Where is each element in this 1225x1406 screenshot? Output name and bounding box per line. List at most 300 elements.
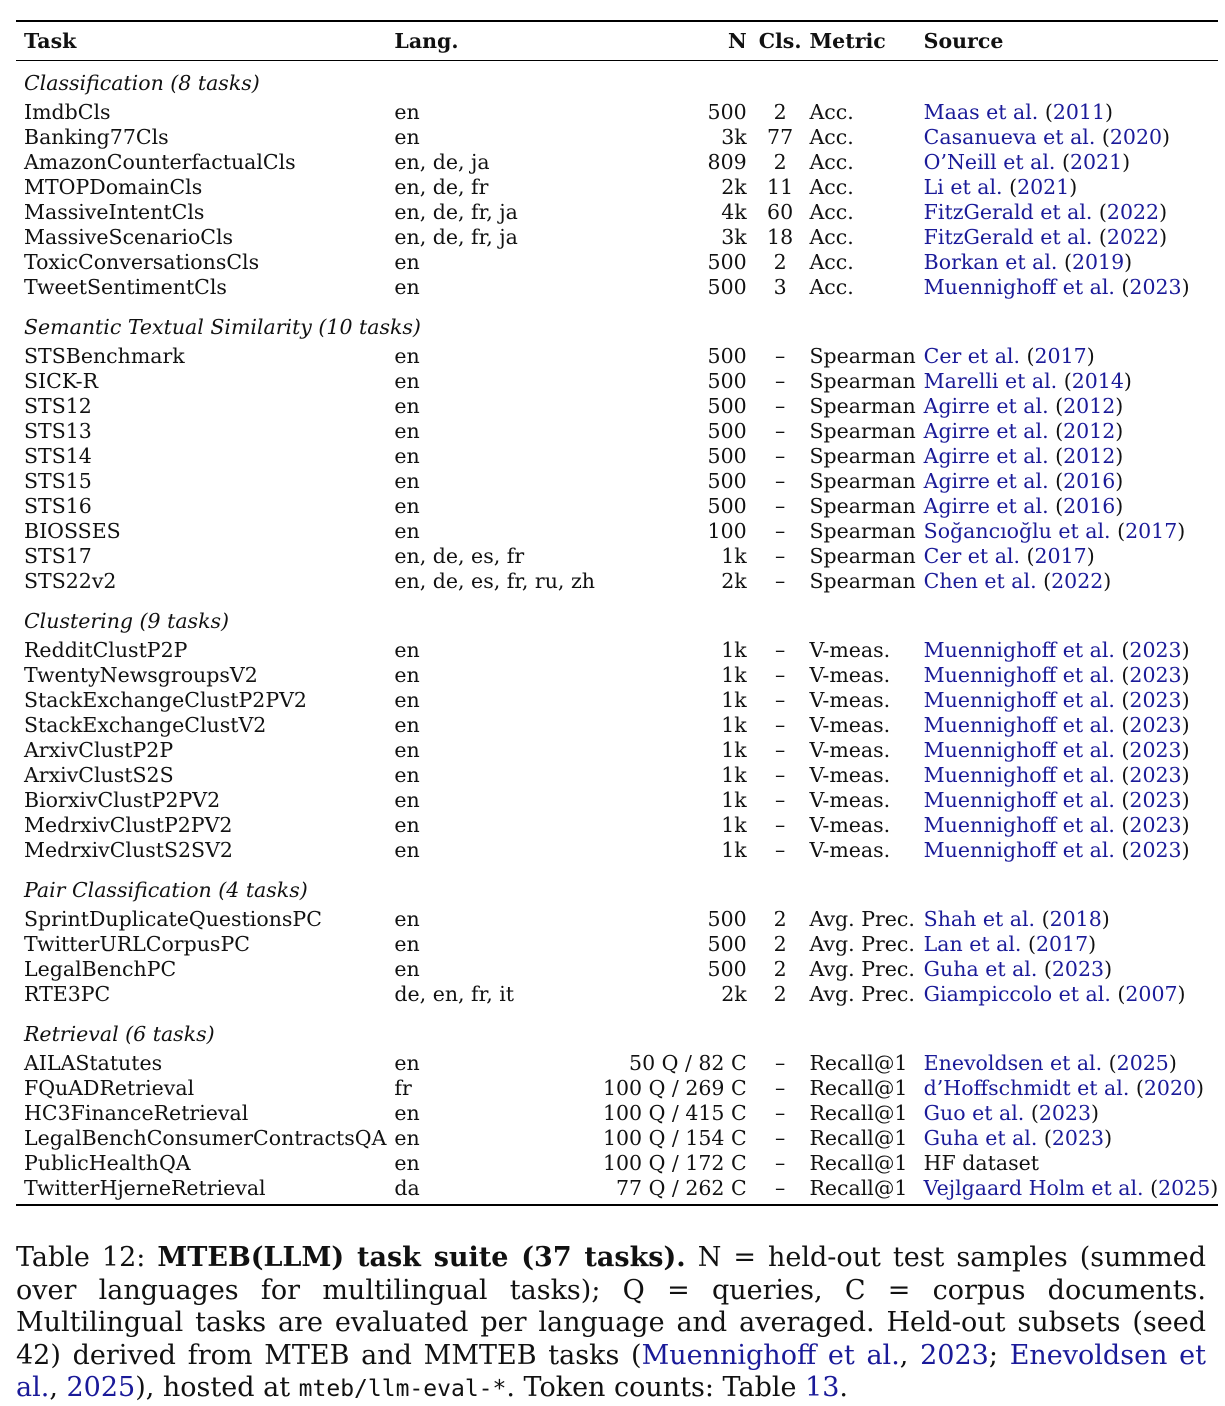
cell-n: 3k [721, 124, 747, 149]
cell-cls: – [774, 343, 786, 368]
cell-metric: Acc. [809, 249, 854, 274]
source-year[interactable]: 2023 [1129, 837, 1182, 862]
header-cls: Cls. [751, 21, 802, 61]
cell-n: 500 [707, 956, 747, 981]
table-row [16, 1125, 1218, 1150]
header-n: N [595, 21, 751, 61]
source-year[interactable]: 2023 [1129, 737, 1182, 762]
table-header-row [16, 21, 1218, 61]
source-year[interactable]: 2016 [1063, 493, 1116, 518]
source-year[interactable]: 2022 [1106, 199, 1160, 224]
cell-metric: Avg. Prec. [809, 981, 915, 1006]
cell-task: MedrxivClustP2PV2 [24, 812, 233, 837]
cell-cls: – [774, 1125, 786, 1150]
cell-n: 100 Q / 154 C [602, 1125, 747, 1150]
table-body [16, 61, 1218, 1206]
source-year[interactable]: 2023 [1051, 956, 1105, 981]
caption-table-ref[interactable]: 13 [805, 1372, 840, 1403]
cell-n: 3k [721, 224, 747, 249]
source-author[interactable]: FitzGerald et al. [923, 199, 1093, 224]
cell-task: RedditClustP2P [24, 637, 188, 662]
cell-source: Guo et al. (2023) [923, 1100, 1099, 1125]
table-row [16, 1150, 1218, 1175]
cell-task: BIOSSES [24, 518, 121, 543]
cell-cls: – [774, 468, 786, 493]
source-year[interactable]: 2025 [1116, 1050, 1169, 1075]
header-source: Source [916, 21, 1219, 61]
cell-n: 500 [707, 906, 747, 931]
cell-metric: Recall@1 [809, 1050, 908, 1075]
table-row [16, 199, 1218, 224]
cell-metric: Acc. [809, 99, 854, 124]
cell-cls: – [751, 1175, 802, 1205]
source-author[interactable]: Shah et al. [923, 906, 1036, 931]
cell-metric: Spearman [809, 443, 916, 468]
cell-n: 500 [707, 274, 747, 299]
cell-source: Marelli et al. (2014) [923, 368, 1132, 393]
source-author[interactable]: Lan et al. [923, 931, 1022, 956]
source-year[interactable]: 2017 [1125, 518, 1178, 543]
cell-cls: – [774, 687, 786, 712]
cell-task: TwitterURLCorpusPC [24, 931, 250, 956]
cell-lang: en [394, 343, 420, 368]
cell-task: TwitterHjerneRetrieval [16, 1175, 386, 1205]
cell-task: MassiveScenarioCls [24, 224, 234, 249]
task-suite-table [16, 20, 1218, 1206]
caption-sep: ; [988, 1339, 1010, 1371]
cell-source: Cer et al. (2017) [923, 343, 1095, 368]
cell-task: FQuADRetrieval [24, 1075, 195, 1100]
header-task: Task [16, 21, 386, 61]
source-year[interactable]: 2007 [1125, 981, 1178, 1006]
cell-lang: en [394, 443, 420, 468]
source-author[interactable]: Chen et al. [923, 568, 1037, 593]
source-author[interactable]: Agirre et al. [923, 468, 1049, 493]
source-year[interactable]: 2023 [1129, 812, 1182, 837]
group-title: Semantic Textual Similarity (10 tasks) [24, 315, 421, 339]
source-year[interactable]: 2014 [1071, 368, 1124, 393]
table-row [16, 712, 1218, 737]
cell-n: 4k [721, 199, 747, 224]
table-row [16, 249, 1218, 274]
source-author[interactable]: Muennighoff et al. [923, 274, 1115, 299]
caption-text-2: ), hosted at [135, 1372, 299, 1403]
cell-lang: en [394, 906, 420, 931]
cell-metric: Acc. [809, 149, 854, 174]
cell-lang: en [394, 249, 420, 274]
source-author[interactable]: Agirre et al. [923, 443, 1049, 468]
source-author[interactable]: Muennighoff et al. [923, 762, 1115, 787]
cell-metric: Spearman [809, 543, 916, 568]
cell-task: STS12 [24, 393, 92, 418]
table-row [16, 737, 1218, 762]
cell-n: 1k [721, 662, 747, 687]
cell-metric: Spearman [809, 568, 916, 593]
group-title: Pair Classification (4 tasks) [24, 878, 308, 902]
cell-metric: Spearman [809, 343, 916, 368]
table-row [16, 174, 1218, 199]
cell-n: 500 [707, 343, 747, 368]
cell-cls: – [774, 662, 786, 687]
cell-metric: V-meas. [809, 712, 891, 737]
cell-lang: en [394, 931, 420, 956]
cell-cls: – [774, 393, 786, 418]
cell-source: Agirre et al. (2012) [923, 443, 1124, 468]
source-year[interactable]: 2011 [1052, 99, 1106, 124]
caption-text-4: . [839, 1372, 849, 1403]
cell-metric: Spearman [809, 368, 916, 393]
cell-task: STS13 [24, 418, 92, 443]
group-header-row [16, 1006, 1218, 1050]
cell-metric: Spearman [809, 493, 916, 518]
cell-n: 1k [721, 762, 747, 787]
source-author[interactable]: Agirre et al. [923, 493, 1049, 518]
source-year[interactable]: 2012 [1063, 443, 1116, 468]
cell-task: SprintDuplicateQuestionsPC [24, 906, 322, 931]
caption-cite-muennighoff-year[interactable]: 2023 [920, 1339, 989, 1371]
cell-source: Soğancıoğlu et al. (2017) [923, 518, 1186, 543]
cell-source: Muennighoff et al. (2023) [923, 662, 1190, 687]
cell-cls: 2 [773, 906, 787, 931]
cell-metric: Spearman [809, 393, 916, 418]
cell-source: Muennighoff et al. (2023) [923, 787, 1190, 812]
cell-lang: de, en, fr, it [394, 981, 515, 1006]
caption-cite-muennighoff[interactable]: Muennighoff et al. [641, 1339, 900, 1371]
cell-source: Guha et al. (2023) [923, 1125, 1113, 1150]
cell-source: Giampiccolo et al. (2007) [923, 981, 1186, 1006]
cell-n: 100 [707, 518, 747, 543]
cell-n: 500 [707, 368, 747, 393]
cell-metric: Recall@1 [809, 1125, 908, 1150]
cell-n: 77 Q / 262 C [595, 1175, 751, 1205]
cell-task: ArxivClustP2P [24, 737, 174, 762]
source-year[interactable]: 2022 [1051, 568, 1104, 593]
cell-source: FitzGerald et al. (2022) [923, 224, 1168, 249]
cell-cls: – [774, 637, 786, 662]
cell-task: STSBenchmark [24, 343, 185, 368]
cell-cls: – [774, 737, 786, 762]
source-author[interactable]: Muennighoff et al. [923, 737, 1115, 762]
source-year[interactable]: 2012 [1063, 393, 1116, 418]
source-year[interactable]: 2018 [1049, 906, 1102, 931]
cell-cls: – [774, 568, 786, 593]
source-author[interactable]: Muennighoff et al. [923, 787, 1115, 812]
source-author[interactable]: Muennighoff et al. [923, 687, 1115, 712]
cell-cls: – [774, 837, 786, 862]
cell-cls: – [774, 543, 786, 568]
cell-source: Muennighoff et al. (2023) [923, 637, 1190, 662]
cell-lang: en [394, 1150, 420, 1175]
source-author[interactable]: d’Hoffschmidt et al. [923, 1075, 1130, 1100]
cell-metric: Acc. [809, 174, 854, 199]
table-row [16, 981, 1218, 1006]
caption-label: Table 12: [16, 1242, 146, 1273]
source-author[interactable]: FitzGerald et al. [923, 224, 1093, 249]
source-year[interactable]: 2023 [1129, 712, 1182, 737]
source-year[interactable]: 2023 [1129, 637, 1182, 662]
source-author[interactable]: Guo et al. [923, 1100, 1025, 1125]
source-year[interactable]: 2017 [1035, 931, 1089, 956]
table-row [16, 443, 1218, 468]
cell-lang: en [394, 1050, 420, 1075]
source-year[interactable]: 2023 [1051, 1125, 1105, 1150]
source-author[interactable]: Guha et al. [923, 956, 1038, 981]
cell-task: STS16 [24, 493, 92, 518]
cell-n: 500 [707, 443, 747, 468]
source-year[interactable]: 2021 [1017, 174, 1070, 199]
table-row [16, 468, 1218, 493]
cell-source: Muennighoff et al. (2023) [923, 762, 1190, 787]
source-year[interactable]: 2016 [1063, 468, 1116, 493]
source-author[interactable]: Borkan et al. [923, 249, 1058, 274]
caption-cite-enevoldsen[interactable]: Enevoldsen et al. [16, 1339, 1207, 1403]
cell-source: Chen et al. (2022) [923, 568, 1112, 593]
source-year[interactable]: 2017 [1034, 343, 1087, 368]
cell-source: Casanueva et al. (2020) [923, 124, 1171, 149]
cell-source: Borkan et al. (2019) [923, 249, 1133, 274]
cell-cls: – [774, 787, 786, 812]
cell-task: SICK-R [24, 368, 99, 393]
source-year[interactable]: 2020 [1109, 124, 1163, 149]
cell-lang: en [394, 787, 420, 812]
source-year[interactable]: 2021 [1069, 149, 1123, 174]
cell-source [916, 1150, 1219, 1175]
cell-n: 1k [721, 837, 747, 862]
source-author[interactable]: Agirre et al. [923, 393, 1049, 418]
cell-task: RTE3PC [24, 981, 111, 1006]
table-row [16, 812, 1218, 837]
cell-metric: Spearman [809, 518, 916, 543]
group-title: Classification (8 tasks) [24, 71, 260, 95]
caption-lead: MTEB(LLM) task suite (37 tasks). [157, 1242, 686, 1273]
cell-n: 500 [707, 393, 747, 418]
cell-n: 1k [721, 812, 747, 837]
cell-source: Muennighoff et al. (2023) [923, 837, 1190, 862]
group-header-row [16, 299, 1218, 343]
cell-n: 1k [721, 637, 747, 662]
source-author[interactable]: Vejlgaard Holm et al. [923, 1175, 1144, 1200]
table-row [16, 662, 1218, 687]
cell-metric: Acc. [809, 199, 854, 224]
cell-task: MassiveIntentCls [24, 199, 205, 224]
cell-n: 100 Q / 269 C [602, 1075, 747, 1100]
cell-source: Cer et al. (2017) [923, 543, 1095, 568]
source-author[interactable]: Muennighoff et al. [923, 837, 1115, 862]
cell-metric: V-meas. [809, 737, 891, 762]
source-author[interactable]: Muennighoff et al. [923, 712, 1115, 737]
cell-n: 500 [707, 931, 747, 956]
cell-task: MedrxivClustS2SV2 [24, 837, 233, 862]
cell-task: STS22v2 [24, 568, 117, 593]
source-author[interactable]: Giampiccolo et al. [923, 981, 1111, 1006]
cell-lang: en [394, 274, 420, 299]
cell-metric: V-meas. [809, 762, 891, 787]
source-year[interactable]: 2017 [1034, 543, 1087, 568]
cell-metric: V-meas. [809, 687, 891, 712]
table-row [16, 687, 1218, 712]
source-author[interactable]: Casanueva et al. [923, 124, 1096, 149]
table-row [16, 368, 1218, 393]
cell-lang: en [394, 956, 420, 981]
cell-source: Guha et al. (2023) [923, 956, 1113, 981]
cell-metric: Acc. [809, 224, 854, 249]
cell-metric: Recall@1 [809, 1075, 908, 1100]
cell-cls: 2 [773, 249, 787, 274]
source-author[interactable]: O’Neill et al. [923, 149, 1056, 174]
cell-lang: en, de, fr [394, 174, 489, 199]
table-row [16, 124, 1218, 149]
source-author[interactable]: Muennighoff et al. [923, 662, 1115, 687]
cell-source: Agirre et al. (2012) [923, 393, 1124, 418]
cell-n: 809 [707, 149, 747, 174]
source-author[interactable]: Li et al. [923, 174, 1003, 199]
source-year[interactable]: 2020 [1143, 1075, 1197, 1100]
source-year[interactable]: 2012 [1063, 418, 1116, 443]
cell-lang: en [394, 99, 420, 124]
table-caption [16, 1242, 1206, 1406]
source-author[interactable]: Cer et al. [923, 543, 1020, 568]
table-row [16, 568, 1218, 593]
cell-metric: Recall@1 [801, 1175, 915, 1205]
source-year[interactable]: 2023 [1129, 687, 1182, 712]
cell-task: ToxicConversationsCls [24, 249, 260, 274]
cell-lang: en, de, ja [394, 149, 490, 174]
cell-source: Agirre et al. (2016) [923, 493, 1124, 518]
source-year[interactable]: 2023 [1129, 662, 1182, 687]
caption-cite-enevoldsen-year[interactable]: 2025 [66, 1372, 136, 1403]
cell-metric: V-meas. [809, 812, 891, 837]
cell-cls: – [774, 812, 786, 837]
group-header-row [16, 61, 1218, 100]
table-row [16, 762, 1218, 787]
table-row [16, 493, 1218, 518]
cell-cls: 77 [767, 124, 794, 149]
table-row [16, 931, 1218, 956]
cell-cls: 2 [773, 99, 787, 124]
header-lang: Lang. [386, 21, 595, 61]
source-year[interactable]: 2023 [1038, 1100, 1091, 1125]
cell-n: 500 [707, 99, 747, 124]
cell-lang: en [394, 1100, 420, 1125]
source-year[interactable]: 2023 [1129, 762, 1182, 787]
cell-lang: en [394, 518, 420, 543]
cell-n: 500 [707, 468, 747, 493]
cell-n: 1k [721, 543, 747, 568]
cell-cls: – [774, 493, 786, 518]
cell-lang: en [394, 124, 420, 149]
table-row [16, 518, 1218, 543]
cell-n: 500 [707, 249, 747, 274]
cell-metric: Acc. [809, 124, 854, 149]
cell-cls: 3 [773, 274, 787, 299]
table-row [16, 149, 1218, 174]
table-row [16, 1100, 1218, 1125]
cell-source: Muennighoff et al. (2023) [923, 737, 1190, 762]
cell-task: StackExchangeClustP2PV2 [24, 687, 307, 712]
cell-source: Lan et al. (2017) [923, 931, 1097, 956]
table-row [16, 956, 1218, 981]
cell-lang: en [394, 662, 420, 687]
table-row [16, 637, 1218, 662]
cell-cls: 2 [773, 981, 787, 1006]
source-year[interactable]: 2023 [1129, 274, 1182, 299]
cell-lang: da [386, 1175, 595, 1205]
source-author[interactable]: Soğancıoğlu et al. [923, 518, 1111, 543]
source-author[interactable]: Guha et al. [923, 1125, 1038, 1150]
group-title: Retrieval (6 tasks) [24, 1022, 215, 1046]
cell-source: Enevoldsen et al. (2025) [923, 1050, 1177, 1075]
cell-source: Shah et al. (2018) [923, 906, 1110, 931]
cell-n: 2k [721, 981, 747, 1006]
cell-n: 100 Q / 415 C [602, 1100, 747, 1125]
table-row [16, 787, 1218, 812]
header-metric: Metric [801, 21, 915, 61]
cell-lang: en [394, 712, 420, 737]
cell-metric: Spearman [809, 468, 916, 493]
cell-cls: – [774, 418, 786, 443]
cell-lang: en [394, 1125, 420, 1150]
cell-task: HC3FinanceRetrieval [24, 1100, 249, 1125]
cell-task: AILAStatutes [24, 1050, 163, 1075]
cell-source: Agirre et al. (2016) [923, 468, 1124, 493]
cell-task: LegalBenchPC [24, 956, 177, 981]
cell-source: Muennighoff et al. (2023) [923, 812, 1190, 837]
cell-task: TwentyNewsgroupsV2 [24, 662, 258, 687]
cell-n: 2k [721, 174, 747, 199]
cell-metric: Avg. Prec. [809, 956, 915, 981]
source-year[interactable]: 2022 [1106, 224, 1160, 249]
source-author[interactable]: Muennighoff et al. [923, 812, 1115, 837]
cell-lang: en [394, 468, 420, 493]
cell-cls: – [774, 1100, 786, 1125]
source-year[interactable]: 2019 [1071, 249, 1125, 274]
source-author[interactable]: Cer et al. [923, 343, 1020, 368]
cell-lang: fr [394, 1075, 412, 1100]
table-row [16, 274, 1218, 299]
cell-task: ImdbCls [24, 99, 111, 124]
cell-cls: – [774, 443, 786, 468]
cell-cls: – [774, 1150, 786, 1175]
table-row [16, 906, 1218, 931]
table-row [16, 837, 1218, 862]
cell-source: FitzGerald et al. (2022) [923, 199, 1168, 224]
source-author[interactable]: Marelli et al. [923, 368, 1058, 393]
table-row [16, 224, 1218, 249]
cell-cls: 2 [773, 956, 787, 981]
cell-cls: – [774, 1075, 786, 1100]
cell-source: Vejlgaard Holm et al. (2025) [916, 1175, 1219, 1205]
source-author[interactable]: Agirre et al. [923, 418, 1049, 443]
cell-task: STS15 [24, 468, 92, 493]
cell-cls: 60 [767, 199, 794, 224]
cell-lang: en [394, 418, 420, 443]
group-title: Clustering (9 tasks) [24, 609, 230, 633]
source-year[interactable]: 2025 [1158, 1175, 1211, 1200]
table-row [16, 1075, 1218, 1100]
cell-metric: Spearman [809, 418, 916, 443]
source-author[interactable]: Enevoldsen et al. [923, 1050, 1103, 1075]
cell-n: 1k [721, 687, 747, 712]
caption-text-3: . Token counts: Table [506, 1372, 806, 1403]
cell-cls: – [774, 712, 786, 737]
cell-lang: en [394, 812, 420, 837]
cell-n: 100 Q / 172 C [602, 1150, 747, 1175]
source-year[interactable]: 2023 [1129, 787, 1182, 812]
cell-metric: Avg. Prec. [809, 931, 915, 956]
cell-lang: en [394, 637, 420, 662]
source-author[interactable]: Maas et al. [923, 99, 1039, 124]
source-author[interactable]: Muennighoff et al. [923, 637, 1115, 662]
